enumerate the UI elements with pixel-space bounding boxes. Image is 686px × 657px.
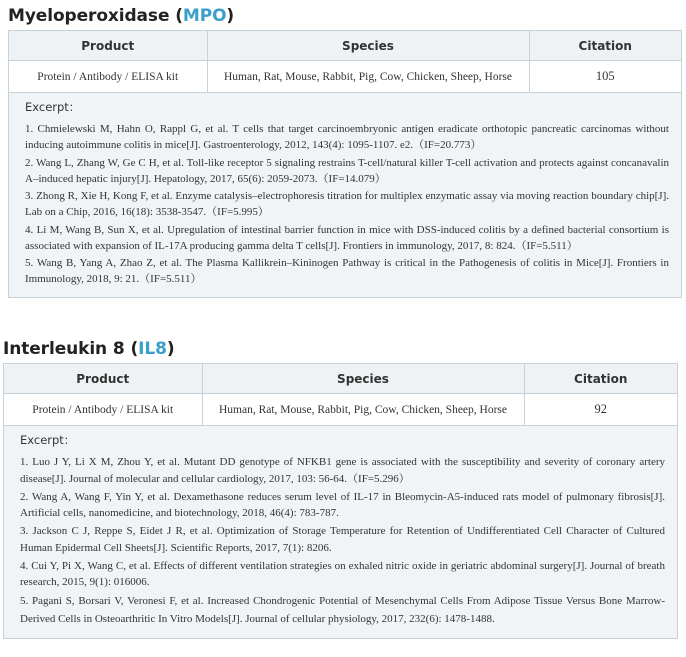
header-citation: Citation	[524, 364, 677, 394]
excerpt-label: Excerpt：	[25, 100, 81, 114]
cell-species: Human, Rat, Mouse, Rabbit, Pig, Cow, Chicken, Sheep, Horse	[207, 61, 529, 93]
section-title-abbr: MPO	[182, 6, 227, 26]
reference-item: 3. Jackson C J, Reppe S, Eidet J R, et al. Optimization of Storage Temperature for Retention of Undifferentiated Cell Character of Cultured Human Epidermal Cell Sheets[J]. Scientific Reports, 2017, 7(1): 8206.	[20, 525, 665, 554]
table-row	[9, 61, 681, 93]
cell-product: Protein / Antibody / ELISA kit	[4, 394, 202, 426]
reference-item: 4. Cui Y, Pi X, Wang C, et al. Effects of different ventilation strategies on exhaled nitric oxide in geriatric abdominal surgery[J]. Journal of breath research, 2015, 9(1): 016006.	[20, 559, 665, 588]
reference-item: 5. Wang B, Yang A, Zhao Z, et al. The Plasma Kallikrein–Kininogen Pathway is critical in the Pathogenesis of colitis in Mice[J]. Frontiers in Immunology, 2018, 9: 21.（IF=5.511）	[25, 257, 669, 285]
section-title-abbr: IL8	[138, 339, 167, 359]
table-header-row	[4, 364, 677, 394]
reference-item: 4. Li M, Wang B, Sun X, et al. Upregulation of intestinal barrier function in mice with DSS-induced colitis by a defined bacterial consortium is associated with expansion of IL-17A producing gamma delta T cells[J]. Frontiers in immunology, 2017, 8: 824.（IF=5.511）	[25, 223, 669, 252]
info-table	[4, 364, 677, 426]
reference-list	[20, 454, 665, 628]
excerpt-block	[4, 426, 677, 638]
section-title: Interleukin 8 (IL8)	[3, 339, 175, 359]
info-table	[9, 31, 681, 93]
excerpt-block	[9, 93, 681, 297]
cell-citation: 105	[529, 61, 681, 93]
cell-citation: 92	[524, 394, 677, 426]
reference-list	[25, 121, 669, 287]
excerpt-label: Excerpt：	[20, 433, 76, 447]
reference-item: 5. Pagani S, Borsari V, Veronesi F, et al. Increased Chondrogenic Potential of Mesenchymal Cells From Adipose Tissue Versus Bone Marrow-Derived Cells in Osteoarthritic In Vitro Models[J]. Journal of cellular physiology, 2017, 232(6): 1478-1488.	[20, 595, 665, 625]
cell-species: Human, Rat, Mouse, Rabbit, Pig, Cow, Chicken, Sheep, Horse	[202, 394, 524, 426]
reference-item: 1. Luo J Y, Li X M, Zhou Y, et al. Mutant DD genotype of NFKB1 gene is associated with the susceptibility and severity of coronary artery disease[J]. Journal of molecular and cellular cardiology, 2017, 103: 56-64.（IF=5.296）	[20, 456, 665, 485]
section-title: Myeloperoxidase (MPO)	[8, 6, 235, 26]
header-product: Product	[9, 31, 207, 61]
info-panel	[3, 363, 678, 639]
header-citation: Citation	[529, 31, 681, 61]
reference-item: 2. Wang L, Zhang W, Ge C H, et al. Toll-like receptor 5 signaling restrains T-cell/natural killer T-cell activation and protects against concanavalin A–induced hepatic injury[J]. Hepatology, 2017, 65(6): 2059-2073.（IF=14.079）	[25, 156, 669, 185]
section-title-name: Myeloperoxidase	[8, 6, 170, 26]
cell-product: Protein / Antibody / ELISA kit	[9, 61, 207, 93]
header-product: Product	[4, 364, 202, 394]
table-row	[4, 394, 677, 426]
info-panel	[8, 30, 682, 298]
reference-item: 1. Chmielewski M, Hahn O, Rappl G, et al. T cells that target carcinoembryonic antigen eradicate orthotopic pancreatic carcinomas without inducing autoimmune colitis in mice[J]. Gastroenterology, 2012, 143(4): 1095-1107. e2.（IF=20.773）	[25, 123, 669, 151]
header-species: Species	[202, 364, 524, 394]
reference-item: 2. Wang A, Wang F, Yin Y, et al. Dexamethasone reduces serum level of IL-17 in Bleomycin-A5-induced rats model of pulmonary fibrosis[J]. Artificial cells, nanomedicine, and biotechnology, 2018, 46(4): 783-787.	[20, 490, 665, 519]
section-il8	[3, 337, 678, 639]
header-species: Species	[207, 31, 529, 61]
section-mpo	[8, 4, 682, 298]
reference-item: 3. Zhong R, Xie H, Kong F, et al. Enzyme catalysis–electrophoresis titration for multiplex enzymatic assay via moving reaction boundary chip[J]. Lab on a Chip, 2016, 16(18): 3538-3547.（IF=5.995）	[25, 190, 669, 218]
section-title-name: Interleukin 8	[3, 339, 125, 359]
table-header-row	[9, 31, 681, 61]
